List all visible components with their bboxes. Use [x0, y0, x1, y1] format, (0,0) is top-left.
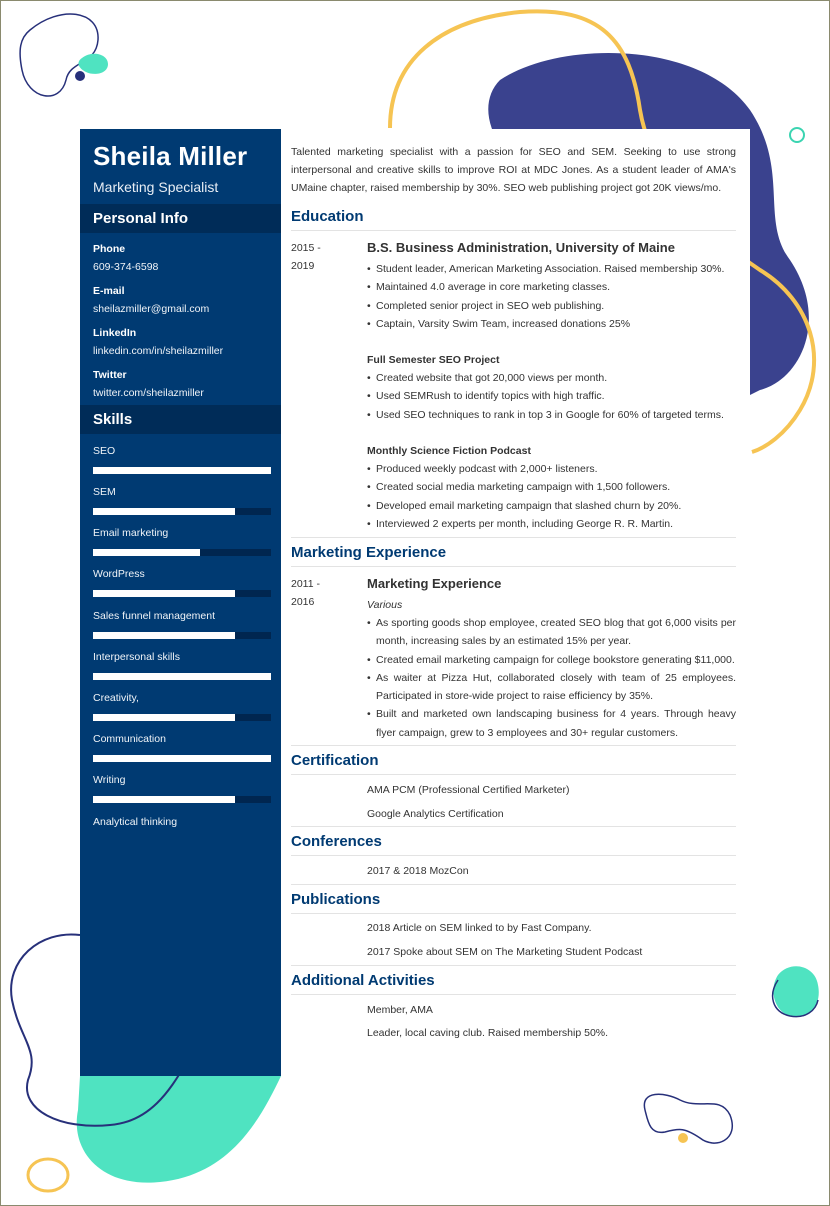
- summary-paragraph: Talented marketing specialist with a passion for SEO and SEM. Seeking to use strong interpersonal and creative skills to improve ROI at MDC Jones. As a student leader of AMA's UMaine chapter, raised membership by 30%. SEO web publishing project got 20K views/mo.: [291, 146, 736, 194]
- education-heading: Education: [291, 208, 736, 231]
- skill-bar: [93, 467, 271, 474]
- linkedin-value: linkedin.com/in/sheilazmiller: [93, 345, 224, 357]
- navy-loop-top-left: [20, 14, 98, 96]
- divider: [291, 884, 736, 885]
- list-item: • Interviewed 2 experts per month, including George R. R. Martin.: [367, 515, 736, 533]
- skill-bar-fill: [93, 549, 200, 556]
- list-item: • Created social media marketing campaign with 1,500 followers.: [367, 478, 736, 496]
- skill-bar-fill: [93, 714, 235, 721]
- experience-bullets: [367, 614, 736, 742]
- main-content: [281, 129, 750, 1076]
- project-title: Full Semester SEO Project: [367, 354, 500, 366]
- skill-item: [93, 774, 271, 803]
- skill-bar: [93, 714, 271, 721]
- list-item: • As waiter at Pizza Hut, collaborated closely with team of 25 employees. Participated in store-wide project to raise efficiency by 35%.: [367, 669, 736, 706]
- list-item: • Developed email marketing campaign that slashed churn by 20%.: [367, 497, 736, 515]
- list-item: • Captain, Varsity Swim Team, increased donations 25%: [367, 315, 736, 333]
- list-item: • Produced weekly podcast with 2,000+ listeners.: [367, 460, 736, 478]
- certification-item: Google Analytics Certification: [367, 808, 504, 820]
- teal-blob-right: [773, 966, 818, 1016]
- skills-heading: Skills: [80, 405, 281, 434]
- skill-name: Communication: [93, 733, 166, 745]
- list-item: • Created email marketing campaign for college bookstore generating $11,000.: [367, 651, 736, 669]
- education-bullets: [367, 260, 736, 333]
- skill-bar-fill: [93, 632, 235, 639]
- skill-name: Interpersonal skills: [93, 651, 180, 663]
- experience-company: Various: [367, 599, 403, 611]
- teal-blob-top-left: [79, 54, 108, 74]
- skill-item: [93, 486, 271, 515]
- personal-info-heading: Personal Info: [80, 204, 281, 233]
- skill-name: Creativity,: [93, 692, 139, 704]
- education-date-start: 2015 -: [291, 242, 321, 254]
- skill-name: Sales funnel management: [93, 610, 215, 622]
- skill-bar: [93, 755, 271, 762]
- navy-loop-bottom-right: [644, 1094, 732, 1143]
- email-value: sheilazmiller@gmail.com: [93, 303, 210, 315]
- experience-heading: Marketing Experience: [291, 544, 736, 567]
- conference-item: 2017 & 2018 MozCon: [367, 865, 469, 877]
- skill-item: [93, 610, 271, 639]
- phone-value: 609-374-6598: [93, 261, 159, 273]
- list-item: • Student leader, American Marketing Association. Raised membership 30%.: [367, 260, 736, 278]
- publications-heading: Publications: [291, 891, 736, 914]
- list-item: • Completed senior project in SEO web publishing.: [367, 297, 736, 315]
- activities-heading: Additional Activities: [291, 972, 736, 995]
- skill-name: Analytical thinking: [93, 816, 178, 828]
- candidate-title: Marketing Specialist: [93, 179, 219, 195]
- skill-name: WordPress: [93, 568, 145, 580]
- skill-item: [93, 651, 271, 680]
- navy-dot-top-left: [75, 71, 85, 81]
- skill-bar-fill: [93, 508, 235, 515]
- list-item: • Created website that got 20,000 views per month.: [367, 369, 736, 387]
- experience-title: Marketing Experience: [367, 576, 502, 591]
- project-bullets: [367, 460, 736, 533]
- yellow-dot-bottom-right: [678, 1133, 688, 1143]
- skill-bar: [93, 632, 271, 639]
- skill-item: [93, 445, 271, 474]
- phone-label: Phone: [93, 243, 126, 255]
- skill-name: Email marketing: [93, 527, 169, 539]
- education-degree: B.S. Business Administration, University of Maine: [367, 240, 675, 255]
- skill-bar-fill: [93, 796, 235, 803]
- skill-item: [93, 692, 271, 721]
- publication-item: 2017 Spoke about SEM on The Marketing Student Podcast: [367, 946, 643, 958]
- skill-bar-fill: [93, 590, 235, 597]
- skill-bar: [93, 508, 271, 515]
- skill-item: [93, 527, 271, 556]
- education-date-end: 2019: [291, 260, 315, 272]
- list-item: • Maintained 4.0 average in core marketing classes.: [367, 278, 736, 296]
- skill-bar-fill: [93, 755, 271, 762]
- list-item: • Built and marketed own landscaping business for 4 years. Through heavy flyer campaign, grew to 3 employees and 30+ regular customers.: [367, 705, 736, 742]
- linkedin-label: LinkedIn: [93, 327, 137, 339]
- skill-bar-fill: [93, 673, 271, 680]
- teal-blob-bottom-left: [77, 1076, 281, 1183]
- certification-item: AMA PCM (Professional Certified Marketer): [367, 784, 570, 796]
- sidebar: [80, 129, 281, 1076]
- yellow-ring-bottom-left: [28, 1159, 68, 1191]
- experience-date-end: 2016: [291, 596, 315, 608]
- conferences-heading: Conferences: [291, 833, 736, 856]
- skill-item: [93, 816, 271, 832]
- activity-item: Leader, local caving club. Raised membership 50%.: [367, 1027, 609, 1039]
- divider: [291, 745, 736, 746]
- skill-name: SEM: [93, 486, 116, 498]
- list-item: • Used SEO techniques to rank in top 3 in Google for 60% of targeted terms.: [367, 406, 736, 424]
- skill-bar-fill: [93, 467, 271, 474]
- skill-name: Writing: [93, 774, 126, 786]
- publication-item: 2018 Article on SEM linked to by Fast Company.: [367, 922, 592, 934]
- list-item: • Used SEMRush to identify topics with high traffic.: [367, 387, 736, 405]
- skill-bar: [93, 796, 271, 803]
- candidate-name: Sheila Miller: [93, 141, 248, 171]
- skill-bar: [93, 549, 271, 556]
- project-bullets: [367, 369, 736, 424]
- teal-ring-right: [790, 128, 804, 142]
- twitter-label: Twitter: [93, 369, 127, 381]
- skill-bar: [93, 590, 271, 597]
- experience-date-start: 2011 -: [291, 578, 320, 590]
- project-title: Monthly Science Fiction Podcast: [367, 445, 531, 457]
- list-item: • As sporting goods shop employee, created SEO blog that got 6,000 visits per month, increasing sales by an estimated 15% per year.: [367, 614, 736, 651]
- twitter-value: twitter.com/sheilazmiller: [93, 387, 204, 399]
- divider: [291, 826, 736, 827]
- divider: [291, 537, 736, 538]
- divider: [291, 965, 736, 966]
- activity-item: Member, AMA: [367, 1004, 433, 1016]
- skill-name: SEO: [93, 445, 116, 457]
- skill-item: [93, 568, 271, 597]
- certification-heading: Certification: [291, 752, 736, 775]
- email-label: E-mail: [93, 285, 125, 297]
- skill-item: [93, 733, 271, 762]
- skill-bar: [93, 673, 271, 680]
